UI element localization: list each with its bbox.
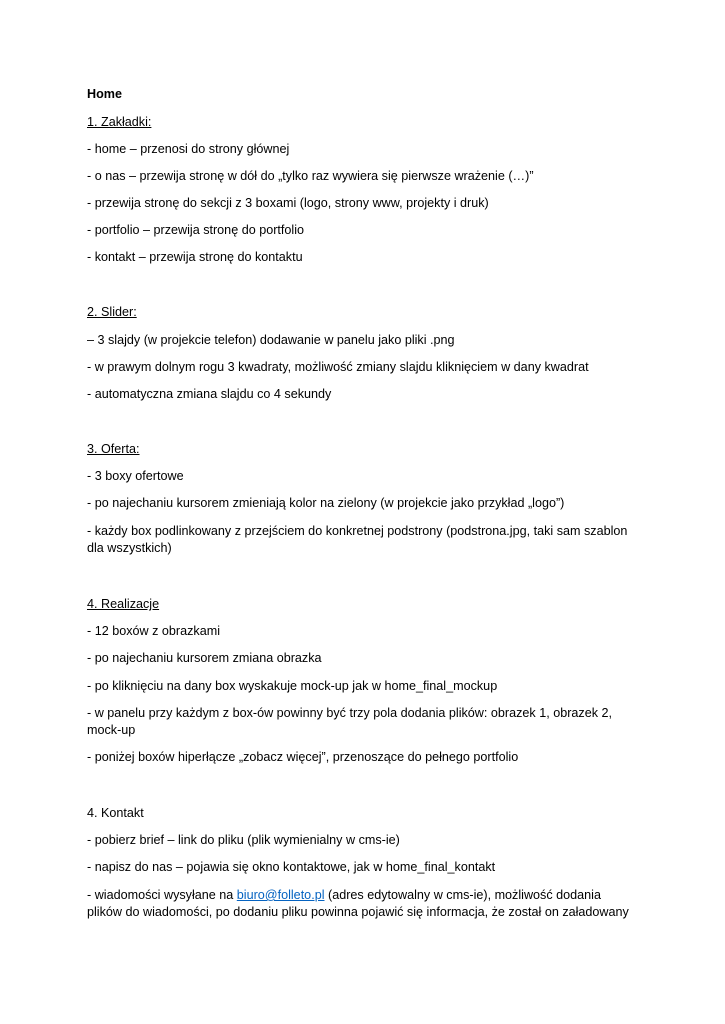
email-link[interactable]: biuro@folleto.pl [236, 888, 325, 902]
list-item: - automatyczna zmiana slajdu co 4 sekundy [87, 387, 332, 401]
list-item: - o nas – przewija stronę w dół do „tylko raz wywiera się pierwsze wrażenie (…)” [87, 169, 534, 183]
list-item: - każdy box podlinkowany z przejściem do konkretnej podstrony (podstrona.jpg, taki sam szablon dla wszystkich) [87, 524, 628, 555]
section-heading-realizacje: 4. Realizacje [87, 597, 160, 611]
list-item: - napisz do nas – pojawia się okno kontaktowe, jak w home_final_kontakt [87, 860, 496, 874]
list-item: - poniżej boxów hiperłącze „zobacz więcej”, przenoszące do pełnego portfolio [87, 750, 519, 764]
list-item-text: (adres edytowalny w cms-ie), możliwość dodania plików do wiadomości, po dodaniu pliku powinna pojawić się informacja, że został on załadowany [87, 888, 629, 919]
list-item [87, 887, 639, 921]
list-item: - home – przenosi do strony głównej [87, 142, 290, 156]
list-item: - pobierz brief – link do pliku (plik wymienialny w cms-ie) [87, 833, 400, 847]
section-heading-kontakt: 4. Kontakt [87, 806, 144, 820]
section-heading-slider: 2. Slider: [87, 305, 137, 319]
section-heading-oferta: 3. Oferta: [87, 442, 140, 456]
section-heading-zakladki: 1. Zakładki: [87, 115, 152, 129]
list-item: - w prawym dolnym rogu 3 kwadraty, możliwość zmiany slajdu kliknięciem w dany kwadrat [87, 360, 589, 374]
list-item: - po kliknięciu na dany box wyskakuje mock-up jak w home_final_mockup [87, 679, 498, 693]
list-item: - portfolio – przewija stronę do portfolio [87, 223, 305, 237]
list-item: - 3 boxy ofertowe [87, 469, 184, 483]
list-item: - przewija stronę do sekcji z 3 boxami (logo, strony www, projekty i druk) [87, 196, 489, 210]
list-item: - kontakt – przewija stronę do kontaktu [87, 250, 303, 264]
list-item: – 3 slajdy (w projekcie telefon) dodawanie w panelu jako pliki .png [87, 333, 455, 347]
list-item: - w panelu przy każdym z box-ów powinny być trzy pola dodania plików: obrazek 1, obrazek 2, mock-up [87, 706, 612, 737]
list-item: - po najechaniu kursorem zmieniają kolor na zielony (w projekcie jako przykład „logo”) [87, 496, 565, 510]
list-item: - po najechaniu kursorem zmiana obrazka [87, 651, 322, 665]
list-item-text: - wiadomości wysyłane na [87, 888, 237, 902]
list-item: - 12 boxów z obrazkami [87, 624, 220, 638]
document-title: Home [87, 87, 122, 101]
